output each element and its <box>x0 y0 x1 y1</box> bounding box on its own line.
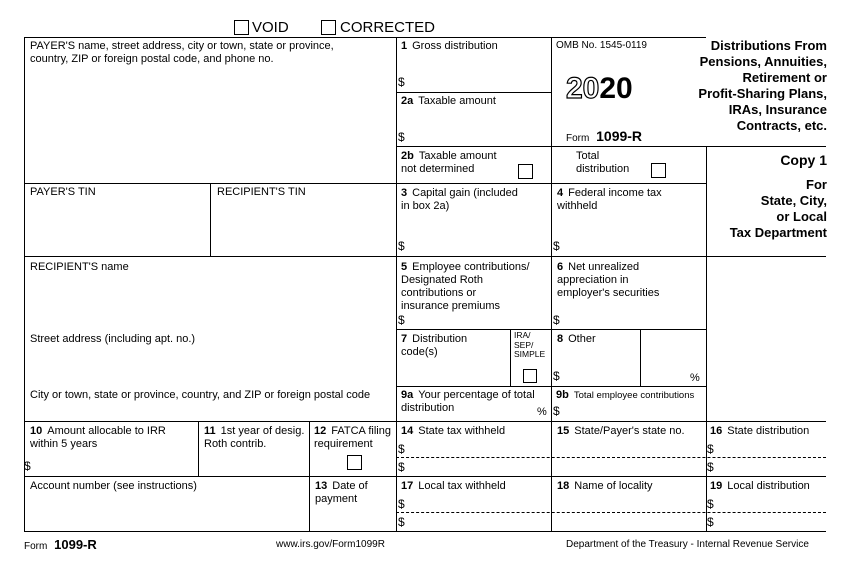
box17-dollar-1: $ <box>398 497 405 511</box>
box5-field[interactable] <box>410 312 548 328</box>
box15-label: 15 State/Payer's state no. <box>557 425 685 437</box>
total-distribution-checkbox[interactable] <box>651 163 666 178</box>
box16-field-1[interactable] <box>718 441 826 456</box>
copy-label: Copy 1 <box>780 152 827 168</box>
box2a-label: 2a Taxable amount <box>401 95 496 107</box>
box7-label: 7 Distribution code(s) <box>401 333 468 358</box>
box19-field-1[interactable] <box>718 496 826 511</box>
box17-field-1[interactable] <box>410 496 548 511</box>
form-number: Form 1099-R <box>566 128 643 144</box>
footer-url: www.irs.gov/Form1099R <box>276 539 385 550</box>
box3-label: 3 Capital gain (included in box 2a) <box>401 187 518 212</box>
corrected-checkbox[interactable] <box>321 20 336 35</box>
box3-field[interactable] <box>410 238 548 255</box>
box13-label: 13 Date of payment <box>315 480 368 505</box>
account-number-label: Account number (see instructions) <box>30 480 197 492</box>
account-number-field[interactable] <box>25 496 308 530</box>
tax-year: 2020 <box>566 72 633 105</box>
box15-field-2[interactable] <box>553 459 703 475</box>
payer-tin-field[interactable] <box>25 184 209 255</box>
box4-field[interactable] <box>565 238 703 255</box>
box8-percent: % <box>690 372 700 384</box>
box4-dollar: $ <box>553 239 560 253</box>
ira-sep-simple-checkbox[interactable] <box>523 369 537 383</box>
box5-dollar: $ <box>398 313 405 327</box>
recipient-name-label: RECIPIENT'S name <box>30 261 129 273</box>
box8-dollar: $ <box>553 369 560 383</box>
box13-field[interactable] <box>310 510 395 530</box>
box1-dollar: $ <box>398 75 405 89</box>
recipient-tin-field[interactable] <box>211 184 395 255</box>
box12-label: 12 FATCA filing requirement <box>314 425 391 450</box>
box16-dollar-2: $ <box>707 460 714 474</box>
recipient-name-field[interactable] <box>25 275 395 325</box>
box10-field[interactable] <box>35 458 195 475</box>
box16-field-2[interactable] <box>718 459 826 475</box>
box8-amount-field[interactable] <box>565 368 637 385</box>
footer-department: Department of the Treasury - Internal Revenue Service <box>566 539 809 550</box>
box6-label: 6 Net unrealized appreciation in employer's securities <box>557 261 660 299</box>
box8-label: 8 Other <box>557 333 596 345</box>
box14-dollar-1: $ <box>398 442 405 456</box>
box9b-label: 9b Total employee contributions <box>556 389 695 401</box>
box18-field-1[interactable] <box>553 496 703 511</box>
box4-label: 4 Federal income tax withheld <box>557 187 662 212</box>
box18-label: 18 Name of locality <box>557 480 653 492</box>
box6-dollar: $ <box>553 313 560 327</box>
footer-form-number: Form 1099-R <box>24 537 97 552</box>
box10-label: 10 Amount allocable to IRR within 5 years <box>30 425 166 450</box>
form-title: Distributions From Pensions, Annuities, Retirement or Profit-Sharing Plans, IRAs, Insurance Contracts, etc. <box>698 38 827 133</box>
payer-info-field[interactable] <box>25 38 395 182</box>
box18-field-2[interactable] <box>553 514 703 530</box>
box14-label: 14 State tax withheld <box>401 425 506 437</box>
box17-field-2[interactable] <box>410 514 548 530</box>
recipient-tin-label: RECIPIENT'S TIN <box>217 186 306 198</box>
box17-label: 17 Local tax withheld <box>401 480 506 492</box>
box9b-field[interactable] <box>565 403 703 420</box>
box14-dollar-2: $ <box>398 460 405 474</box>
fatca-checkbox[interactable] <box>347 455 362 470</box>
box8-percent-field[interactable] <box>642 368 687 385</box>
payer-tin-label: PAYER'S TIN <box>30 186 96 198</box>
box2a-field[interactable] <box>410 129 548 145</box>
box16-label: 16 State distribution <box>710 425 810 437</box>
distribution-code-field[interactable] <box>410 362 508 384</box>
box10-dollar: $ <box>24 459 31 473</box>
total-distribution-label: Total distribution <box>576 150 630 175</box>
box2b-label: 2b Taxable amount not determined <box>401 150 497 175</box>
box9a-field[interactable] <box>480 404 535 420</box>
box3-dollar: $ <box>398 239 405 253</box>
box11-label: 11 1st year of desig. Roth contrib. <box>204 425 305 450</box>
box9a-label: 9a Your percentage of total distribution <box>401 389 535 414</box>
box9a-percent: % <box>537 406 547 418</box>
box19-dollar-1: $ <box>707 497 714 511</box>
city-state-zip-label: City or town, state or province, country, and ZIP or foreign postal code <box>30 389 371 401</box>
box15-field-1[interactable] <box>553 441 703 456</box>
box1-field[interactable] <box>410 74 548 91</box>
box19-label: 19 Local distribution <box>710 480 810 492</box>
omb-number: OMB No. 1545-0119 <box>556 40 647 51</box>
void-checkbox[interactable] <box>234 20 249 35</box>
box1-label: 1 Gross distribution <box>401 40 498 52</box>
taxable-not-determined-checkbox[interactable] <box>518 164 533 179</box>
box9b-dollar: $ <box>553 404 560 418</box>
box19-dollar-2: $ <box>707 515 714 529</box>
box2a-dollar: $ <box>398 130 405 144</box>
box6-field[interactable] <box>565 312 703 328</box>
box19-field-2[interactable] <box>718 514 826 530</box>
void-label: VOID <box>252 19 289 36</box>
street-address-label: Street address (including apt. no.) <box>30 333 196 345</box>
copy-destination: For State, City, or Local Tax Department <box>729 177 827 240</box>
box17-dollar-2: $ <box>398 515 405 529</box>
box14-field-2[interactable] <box>410 459 548 475</box>
street-address-field[interactable] <box>25 347 395 382</box>
payer-info-label: PAYER'S name, street address, city or town, state or province, country, ZIP or foreign postal code, and phone no. <box>30 40 334 65</box>
city-state-zip-field[interactable] <box>25 403 395 420</box>
ira-sep-simple-label: IRA/ SEP/ SIMPLE <box>514 330 546 359</box>
box5-label: 5 Employee contributions/ Designated Roth contributions or insurance premiums <box>401 261 530 312</box>
box14-field-1[interactable] <box>410 441 548 456</box>
box11-field[interactable] <box>199 458 308 475</box>
box16-dollar-1: $ <box>707 442 714 456</box>
corrected-label: CORRECTED <box>340 19 436 36</box>
